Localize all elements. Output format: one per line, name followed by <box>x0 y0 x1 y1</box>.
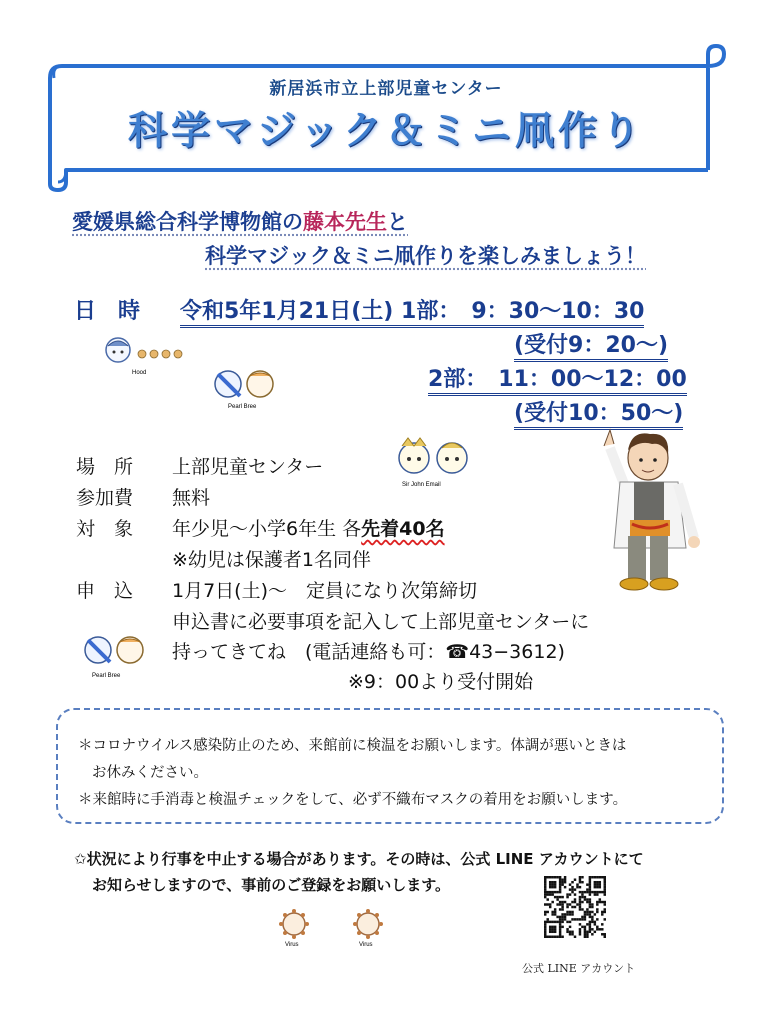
cancellation-note-line-1: ✩状況により行事を中止する場合があります。その時は、公式 LINE アカウントにて <box>74 850 644 868</box>
pearl-bree-caption-2: Pearl Bree <box>92 673 121 679</box>
part1-reception: (受付9：20〜) <box>514 328 668 359</box>
scientist-teacher-illustration <box>594 428 704 596</box>
hood-caption: Hood <box>132 370 147 376</box>
target-value <box>172 514 445 541</box>
intro-line-1 <box>72 206 408 236</box>
schedule-line-1 <box>180 294 644 325</box>
virus-illustration-1 <box>266 906 322 948</box>
teacher-name: 藤本先生 <box>303 210 387 234</box>
hood-characters-illustration <box>102 332 186 378</box>
intro-text-end: と <box>387 210 408 234</box>
virus-caption-1: Virus <box>285 942 299 948</box>
sir-john-caption: Sir John Email <box>402 482 441 488</box>
apply-phone: 持ってきてね (電話連絡も可：☎43−3612) <box>172 641 565 663</box>
notice-line-2: お休みください。 <box>92 765 208 781</box>
event-title: 科学マジック＆ミニ凧作り <box>127 109 644 154</box>
fee-label: 参加費 <box>76 487 134 509</box>
target-age-range: 年少児〜小学6年生 各 <box>172 518 362 540</box>
qr-caption: 公式 LINE アカウント <box>522 962 636 975</box>
notice-line-3: ＊来館時に手消毒と検温チェックをして、必ず不織布マスクの着用をお願いします。 <box>78 792 628 808</box>
virus-caption-2: Virus <box>359 942 373 948</box>
target-note: ※幼児は保護者1名同伴 <box>172 549 372 571</box>
pearl-bree-caption-1: Pearl Bree <box>228 404 257 410</box>
pearl-bree-illustration-1 <box>206 366 286 412</box>
apply-reception-start: ※9：00より受付開始 <box>348 671 534 693</box>
schedule-label: 日 時 <box>74 299 141 324</box>
virus-illustration-2 <box>340 906 396 948</box>
event-date: 令和5年1月21日(土) <box>180 299 393 328</box>
organization-name: 新居浜市立上部児童センター <box>269 79 503 99</box>
apply-period: 1月7日(土)〜 定員になり次第締切 <box>172 580 478 602</box>
place-value: 上部児童センター <box>172 456 324 478</box>
part1-time: 1部： 9：30〜10：30 <box>401 299 644 328</box>
sir-john-illustration <box>390 434 486 490</box>
notice-line-1: ＊コロナウイルス感染防止のため、来館前に検温をお願いします。体調が悪いときは <box>78 738 627 754</box>
intro-line-2: 科学マジック＆ミニ凧作りを楽しみましょう！ <box>205 244 646 268</box>
apply-instructions: 申込書に必要事項を記入して上部児童センターに <box>172 611 590 633</box>
target-label: 対 象 <box>76 518 134 540</box>
line-account-qr-code[interactable] <box>544 876 606 938</box>
intro-text: 愛媛県総合科学博物館の <box>72 210 303 234</box>
cancellation-note-line-2: お知らせしますので、事前のご登録をお願いします。 <box>92 876 451 894</box>
part2-reception: (受付10：50〜) <box>514 396 683 427</box>
apply-label: 申 込 <box>76 580 134 602</box>
place-label: 場 所 <box>76 456 134 478</box>
pearl-bree-illustration-2 <box>78 630 158 682</box>
capacity-emphasis: 先着40名 <box>361 518 445 540</box>
fee-value: 無料 <box>172 487 211 509</box>
part2-time: 2部： 11：00〜12：00 <box>428 362 687 393</box>
